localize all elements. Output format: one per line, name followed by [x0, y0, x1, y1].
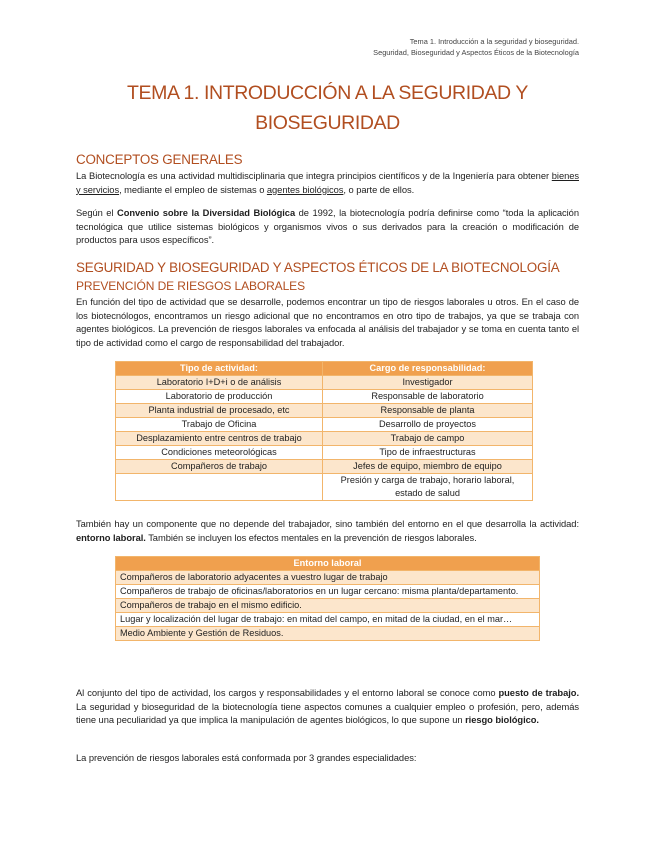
page-title — [76, 78, 579, 138]
table-cell: Compañeros de laboratorio adyacentes a vuestro lugar de trabajo — [116, 571, 540, 585]
table-cell: Trabajo de campo — [323, 432, 533, 446]
page-title-line-2: BIOSEGURIDAD — [255, 112, 400, 134]
paragraph-biotecnologia-definicion — [76, 170, 579, 197]
table-row — [116, 390, 533, 404]
bold-term-riesgo: riesgo biológico. — [465, 715, 539, 726]
text-run: También hay un componente que no depende del trabajador, sino también del entorno en el que desarrolla la actividad: — [76, 519, 579, 529]
work-environment-table — [115, 556, 540, 641]
running-header-line-1: Tema 1. Introducción a la seguridad y bioseguridad. — [409, 37, 579, 46]
bold-term-puesto: puesto de trabajo. — [498, 688, 579, 698]
table-cell: Jefes de equipo, miembro de equipo — [323, 460, 533, 474]
text-run: Al conjunto del tipo de actividad, los cargos y responsabilidades y el entorno laboral se conoce como — [76, 688, 499, 698]
paragraph-riesgos-laborales: En función del tipo de actividad que se desarrolle, podemos encontrar un tipo de riesgos laborales u otros. En el caso de los biotecnólogos, encontramos un riesgo adicional que no encontramos en otro tipo de trabajos, ya que se trabaja con agentes biológicos. La prevención de riesgos laborales va enfocada al análisis del trabajador y se toma en cuenta tanto el tipo de actividad como el cargo de responsabilidad del trabajador. — [76, 297, 579, 348]
table-cell: Trabajo de Oficina — [116, 418, 323, 432]
table-row — [116, 571, 540, 585]
text-run: También se incluyen los efectos mentales en la prevención de riesgos laborales. — [145, 532, 477, 543]
table-header-row — [116, 362, 533, 376]
table-header-cell: Entorno laboral — [116, 557, 540, 571]
table-header-row — [116, 557, 540, 571]
table-cell: Responsable de laboratorio — [323, 390, 533, 404]
text-run: , mediante el empleo de sistemas o — [119, 184, 267, 195]
table-cell: Desplazamiento entre centros de trabajo — [116, 432, 323, 446]
table-cell: Medio Ambiente y Gestión de Residuos. — [116, 627, 540, 641]
table-cell: Laboratorio I+D+i o de análisis — [116, 376, 323, 390]
activity-responsibility-table — [115, 361, 533, 501]
text-run: La seguridad y bioseguridad de la biotecnología tiene aspectos comunes a cualquier empleo o profesión, pero, además tiene una peculiaridad ya que implica la manipulación de agentes biológicos, lo que supone un — [76, 701, 579, 726]
table-cell: Compañeros de trabajo de oficinas/laboratorios en un lugar cercano: misma planta/departamento. — [116, 585, 540, 599]
table-cell: Investigador — [323, 376, 533, 390]
text-run: , o parte de ellos. — [343, 184, 415, 195]
table-cell: Tipo de infraestructuras — [323, 446, 533, 460]
section-heading-seguridad: SEGURIDAD Y BIOSEGURIDAD Y ASPECTOS ÉTICOS DE LA BIOTECNOLOGÍA — [76, 260, 560, 275]
table-row — [116, 599, 540, 613]
table-header-cell: Cargo de responsabilidad: — [323, 362, 533, 376]
table-cell — [116, 474, 323, 501]
table-row — [116, 613, 540, 627]
page-title-line-1: TEMA 1. INTRODUCCIÓN A LA SEGURIDAD Y — [127, 82, 528, 104]
table-row — [116, 404, 533, 418]
underlined-term-agentes: agentes biológicos — [266, 184, 344, 195]
running-header-line-2: Seguridad, Bioseguridad y Aspectos Éticos de la Biotecnología — [373, 48, 579, 57]
table-cell: Compañeros de trabajo en el mismo edificio. — [116, 599, 540, 613]
subheading-prevencion: PREVENCIÓN DE RIESGOS LABORALES — [76, 279, 305, 293]
running-header — [373, 36, 579, 58]
text-run: de 1992, la biotecnología podría definirse como “toda la aplicación tecnológica que utilice sistemas biológicos y organismos vivos o sus derivados para la creación o modificación de productos para usos específicos”. — [76, 208, 579, 246]
table-cell: Laboratorio de producción — [116, 390, 323, 404]
table-row — [116, 418, 533, 432]
table-row — [116, 376, 533, 390]
table-cell: Presión y carga de trabajo, horario laboral, estado de salud — [323, 474, 533, 501]
text-run: Según el — [76, 208, 118, 218]
text-run: La Biotecnología es una actividad multidisciplinaria que integra principios científicos y de la Ingeniería para obtener — [76, 171, 552, 181]
table-cell: Compañeros de trabajo — [116, 460, 323, 474]
table-row — [116, 585, 540, 599]
paragraph-convenio — [76, 207, 579, 248]
table-row — [116, 627, 540, 641]
table-cell: Desarrollo de proyectos — [323, 418, 533, 432]
table-row — [116, 460, 533, 474]
paragraph-puesto-de-trabajo — [76, 687, 579, 728]
table-row — [116, 432, 533, 446]
section-heading-conceptos: CONCEPTOS GENERALES — [76, 152, 243, 167]
paragraph-entorno-laboral — [76, 518, 579, 545]
table-cell: Planta industrial de procesado, etc — [116, 404, 323, 418]
bold-term-entorno: entorno laboral. — [76, 532, 146, 543]
underlined-term-bienes: bienes y servicios — [76, 171, 579, 195]
table-row — [116, 474, 533, 501]
table-cell: Condiciones meteorológicas — [116, 446, 323, 460]
table-row — [116, 446, 533, 460]
paragraph-especialidades: La prevención de riesgos laborales está conformada por 3 grandes especialidades: — [76, 753, 417, 763]
table-cell: Responsable de planta — [323, 404, 533, 418]
bold-term-convenio: Convenio sobre la Diversidad Biológica — [117, 208, 296, 218]
table-cell: Lugar y localización del lugar de trabajo: en mitad del campo, en mitad de la ciudad, en el mar… — [116, 613, 540, 627]
table-header-cell: Tipo de actividad: — [116, 362, 323, 376]
